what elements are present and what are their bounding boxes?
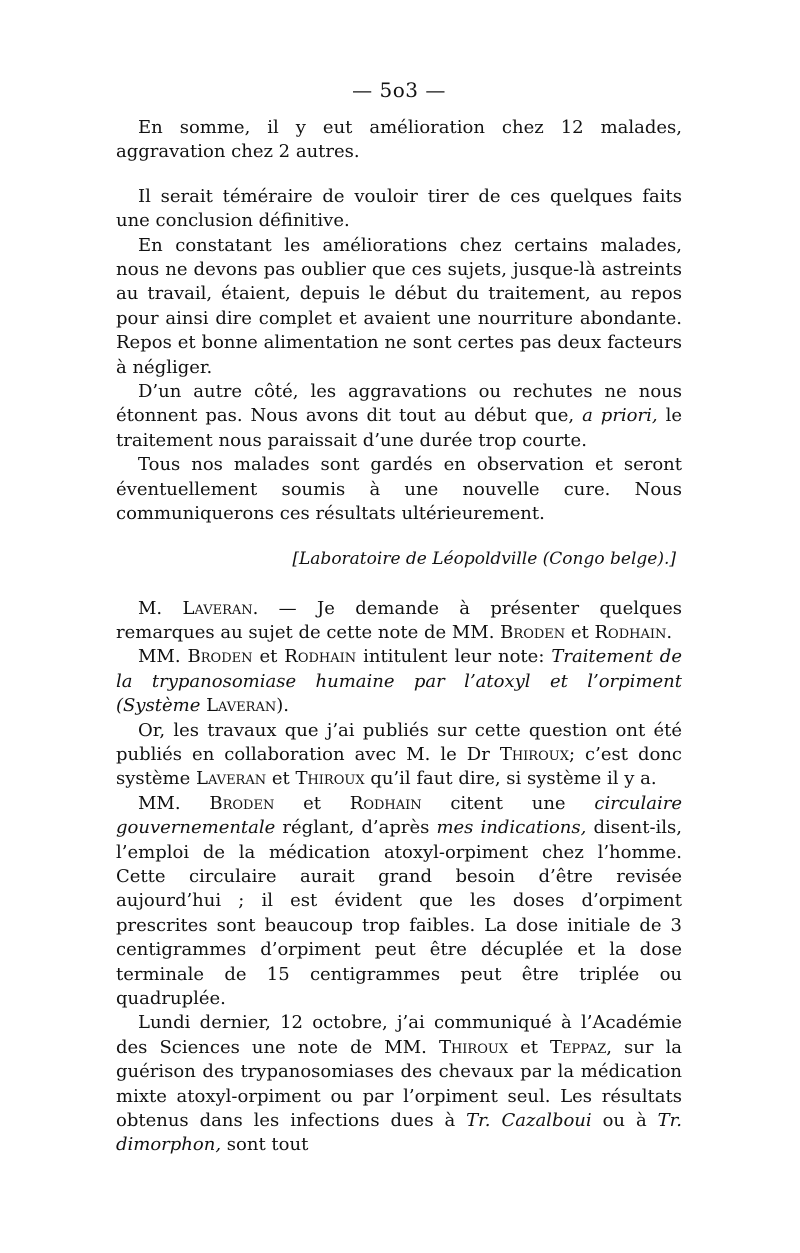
paragraph-summary: En somme, il y eut amélioration chez 12 malades, aggravation chez 2 autres. bbox=[116, 117, 682, 163]
italic-species-dimorphon: Tr. dimorphon, bbox=[116, 1110, 682, 1156]
book-page bbox=[116, 78, 682, 1158]
paragraph-observation: Tous nos malades sont gardés en observation et seront éventuellement soumis à une nouvelle cure. Nous communiquerons ces résultats ultérieurement. bbox=[116, 454, 682, 525]
author-name: Thiroux bbox=[295, 768, 365, 790]
author-name: Laveran bbox=[182, 597, 253, 619]
italic-species-cazalboui: Tr. Cazalboui bbox=[466, 1110, 592, 1132]
italic-note-title: Traitement de la trypanosomiase humaine par l’atoxyl et l’orpiment (Système bbox=[116, 646, 682, 717]
author-name: Broden bbox=[209, 792, 275, 814]
paragraph-circular: MM. Broden et Rodhain citent une circulaire gouvernementale réglant, d’après mes indications, disent-ils, l’emploi de la médication atoxyl-orpiment chez l’homme. Cette circulaire aurait grand besoin d’être revisée aujourd’hui ; il est évident que les doses d’orpiment prescrites sont beaucoup trop faibles. La dose initiale de 3 centigrammes d’orpiment peut être décuplée et la dose terminale de 15 centigrammes peut être triplée ou quadruplée. bbox=[116, 792, 682, 1009]
paragraph-academy-note: Lundi dernier, 12 octobre, j’ai communiqué à l’Académie des Sciences une note de MM. Thiroux et Teppaz, sur la guérison des trypanosomiases des chevaux par la médication mixte atoxyl-orpiment ou par l’orpiment seul. Les résultats obtenus dans les infections dues à Tr. Cazalboui ou à Tr. dimorphon, sont tout bbox=[116, 1012, 682, 1156]
paragraph-caution: Il serait téméraire de vouloir tirer de ces quelques faits une conclusion définitive. bbox=[116, 185, 682, 232]
author-name: Teppaz bbox=[550, 1036, 607, 1058]
italic-circular: circulaire gouvernementale bbox=[116, 792, 682, 839]
paragraph-collaboration: Or, les travaux que j’ai publiés sur cette question ont été publiés en collaboration avec M. le Dr Thiroux; c’est donc système Laveran et Thiroux qu’il faut dire, si système il y a. bbox=[116, 719, 682, 790]
author-name: Broden bbox=[187, 646, 253, 668]
author-name: Thiroux bbox=[438, 1036, 509, 1058]
author-name: Rodhain bbox=[594, 621, 667, 643]
paragraph-aggravations: D’un autre côté, les aggravations ou rechutes ne nous étonnent pas. Nous avons dit tout au début que, a priori, le traitement nous paraissait d’une durée trop courte. bbox=[116, 381, 682, 451]
author-name: Rodhain bbox=[349, 792, 422, 814]
laboratory-attribution: [Laboratoire de Léopoldville (Congo belge).] bbox=[292, 548, 676, 569]
author-name: Laveran bbox=[195, 768, 267, 790]
paragraph-laveran-remarks: M. Laveran. — Je demande à présenter quelques remarques au sujet de cette note de MM. Broden et Rodhain. bbox=[116, 597, 682, 643]
italic-indications: mes indications, bbox=[436, 817, 587, 839]
author-name: Laveran bbox=[206, 695, 277, 717]
italic-a-priori: a priori, bbox=[582, 405, 658, 427]
paragraph-improvements: En constatant les améliorations chez certains malades, nous ne devons pas oublier que ces sujets, jusque-là astreints au travail, étaient, depuis le début du traitement, au repos pour ainsi dire complet et avaient une nourriture abondante. Repos et bonne alimentation ne sont certes pas deux facteurs à négliger. bbox=[116, 234, 682, 378]
page-number: — 5o3 — bbox=[352, 78, 446, 102]
paragraph-note-title: MM. Broden et Rodhain intitulent leur note: Traitement de la trypanosomiase humaine par l’atoxyl et l’orpiment (Système Laveran). bbox=[116, 646, 682, 717]
author-name: Rodhain bbox=[284, 646, 357, 668]
author-name: Thiroux bbox=[499, 743, 569, 765]
author-name: Broden bbox=[500, 621, 566, 643]
